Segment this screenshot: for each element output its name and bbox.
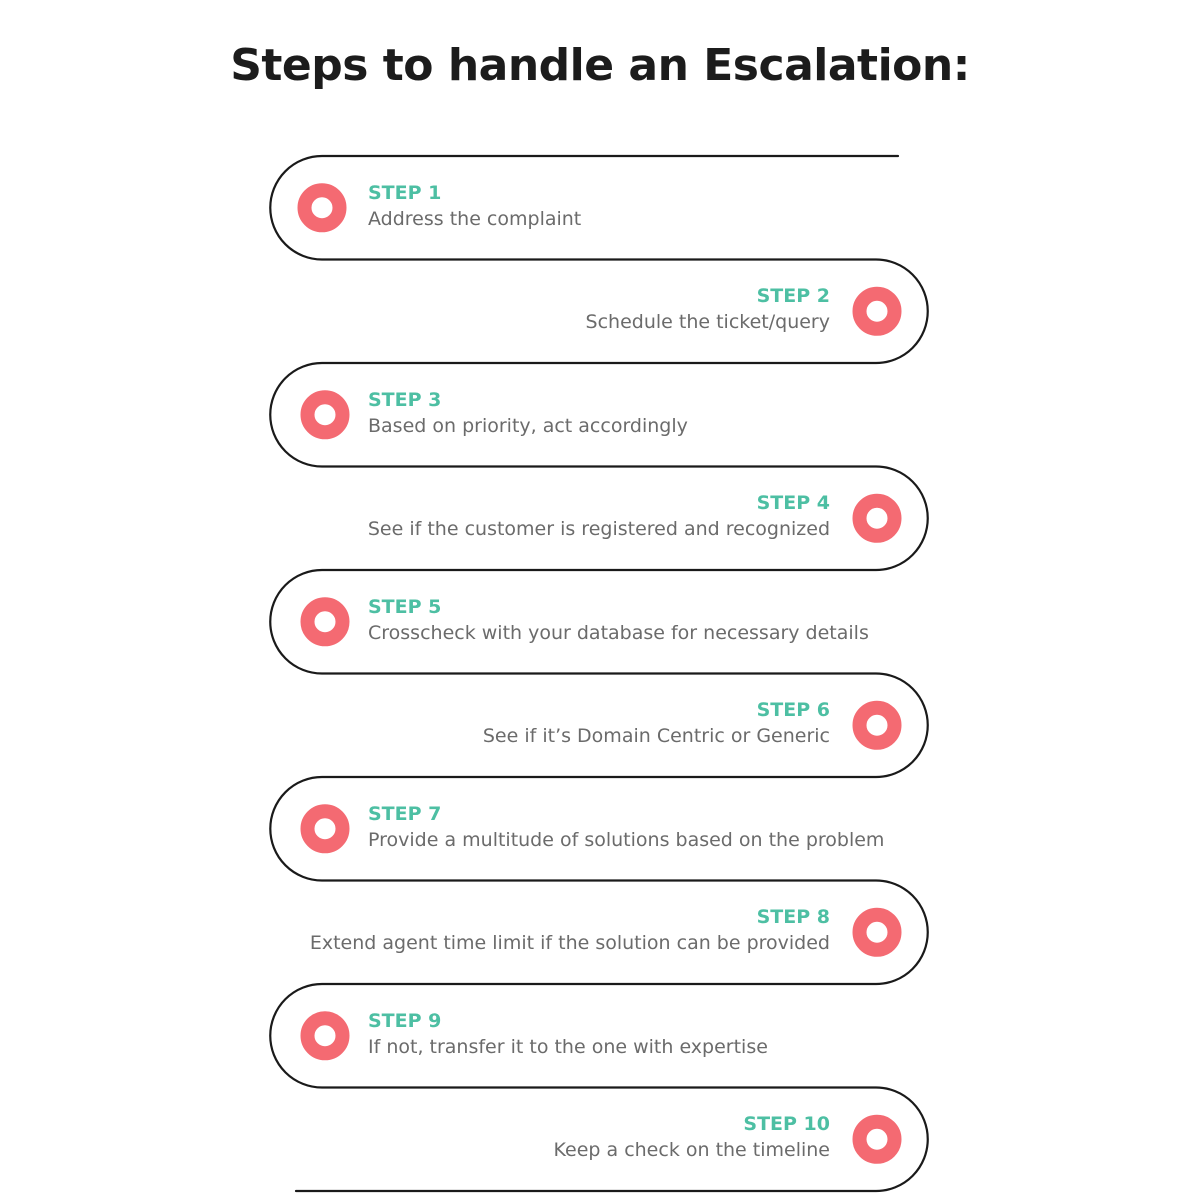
step-item	[310, 905, 830, 957]
step-label: STEP 8	[756, 906, 830, 929]
step-label: STEP 10	[743, 1113, 830, 1136]
step-description: Crosscheck with your database for necessary details	[368, 621, 869, 644]
step-description: See if it’s Domain Centric or Generic	[482, 725, 830, 748]
step-item	[368, 802, 884, 854]
page-title: Steps to handle an Escalation:	[230, 40, 970, 91]
step-item	[368, 388, 688, 440]
step-marker-icon	[308, 811, 343, 846]
step-marker-icon	[860, 915, 895, 950]
step-description: Extend agent time limit if the solution can be provided	[309, 932, 830, 955]
step-item	[368, 1009, 768, 1061]
step-marker-icon	[308, 397, 343, 432]
step-marker-icon	[860, 501, 895, 536]
step-label: STEP 9	[368, 1009, 442, 1032]
step-item	[483, 698, 830, 750]
step-marker-icon	[860, 294, 895, 329]
step-description: Provide a multitude of solutions based on the problem	[368, 828, 885, 851]
step-item	[554, 1112, 830, 1164]
step-description: If not, transfer it to the one with expertise	[368, 1035, 768, 1058]
step-description: Based on priority, act accordingly	[368, 414, 688, 437]
step-label: STEP 6	[756, 699, 830, 722]
step-label: STEP 1	[368, 181, 442, 204]
step-item	[586, 284, 830, 336]
step-description: Keep a check on the timeline	[553, 1139, 830, 1162]
step-label: STEP 5	[368, 595, 442, 618]
step-description: Schedule the ticket/query	[585, 311, 830, 334]
step-marker-icon	[860, 1122, 895, 1157]
step-marker-icon	[860, 708, 895, 743]
step-marker-icon	[308, 1018, 343, 1053]
step-description: Address the complaint	[368, 207, 582, 230]
step-marker-icon	[305, 190, 340, 225]
step-label: STEP 4	[756, 492, 830, 515]
step-item	[368, 181, 581, 233]
step-marker-icon	[308, 604, 343, 639]
step-item	[368, 595, 869, 647]
step-description: See if the customer is registered and recognized	[367, 518, 830, 541]
step-label: STEP 2	[756, 285, 830, 308]
step-label: STEP 7	[368, 802, 442, 825]
step-label: STEP 3	[368, 388, 442, 411]
step-item	[368, 491, 830, 543]
